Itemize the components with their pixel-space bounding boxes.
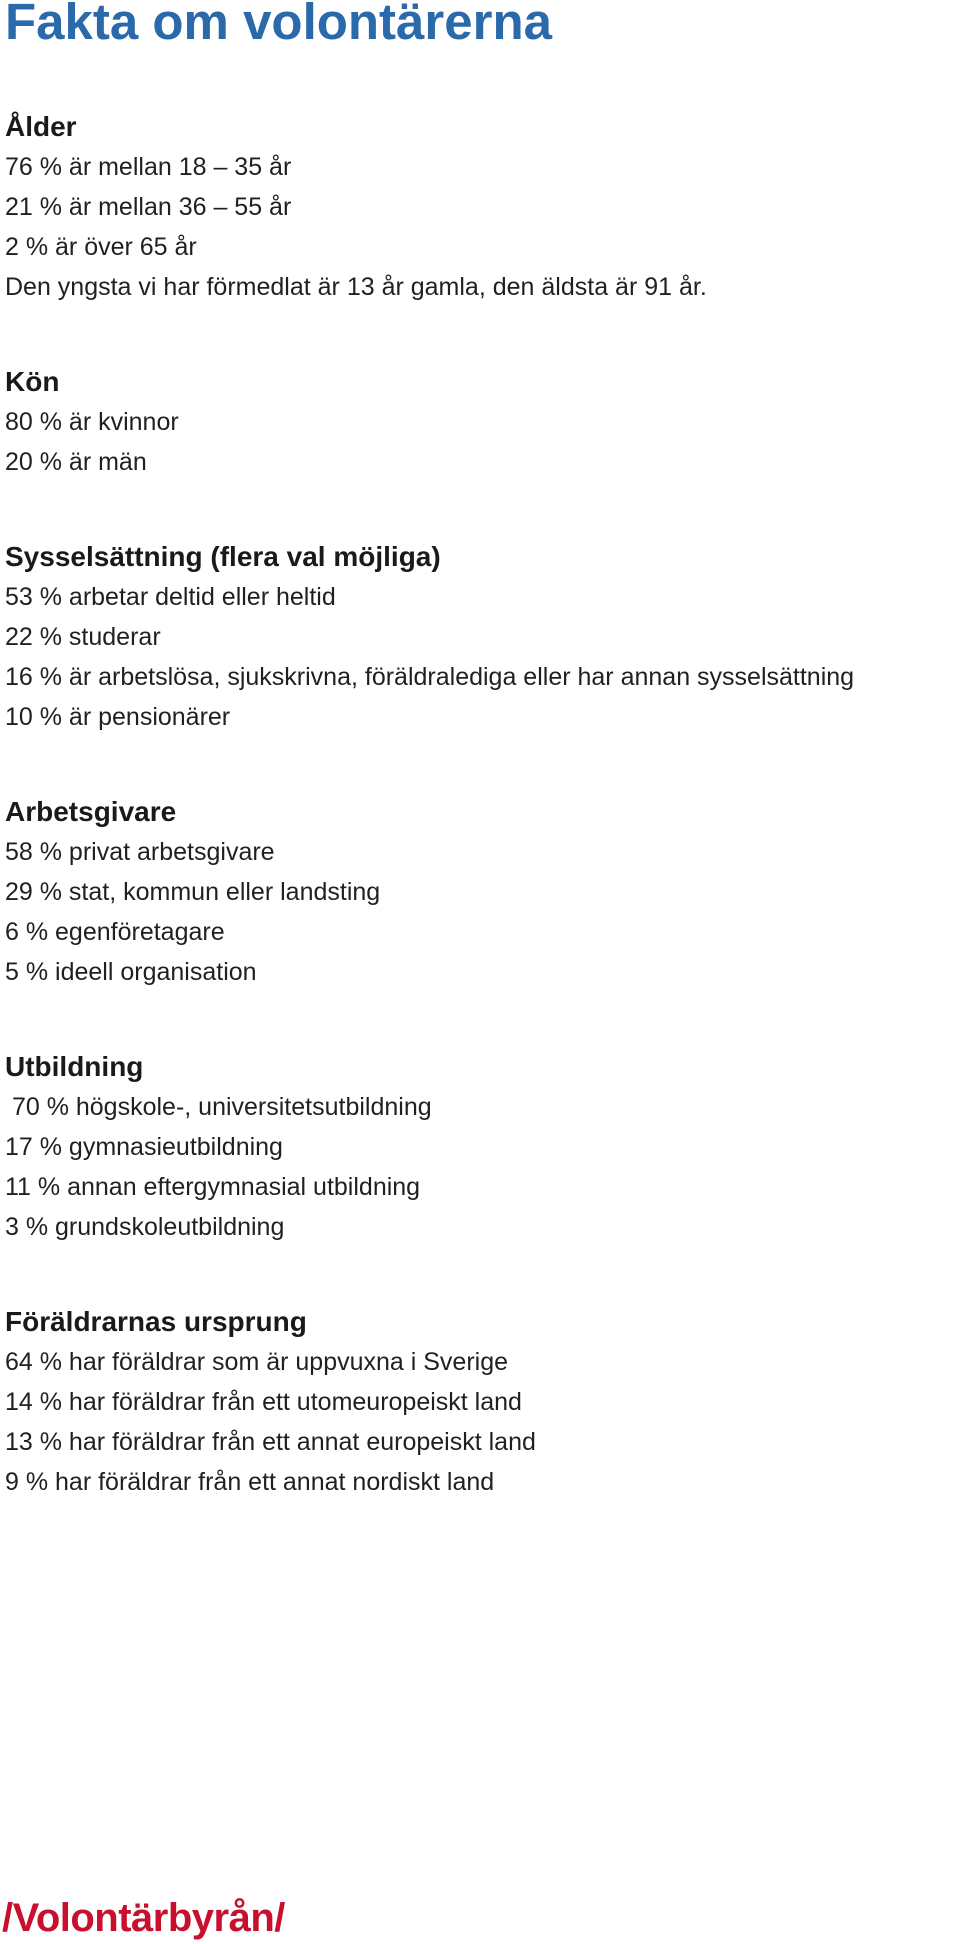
list-item: 21 % är mellan 36 – 55 år — [5, 193, 292, 221]
section-heading: Utbildning — [5, 1051, 144, 1082]
list-item: 29 % stat, kommun eller landsting — [5, 878, 381, 906]
list-item: 70 % högskole-, universitetsutbildning — [5, 1093, 432, 1121]
list-item: 76 % är mellan 18 – 35 år — [5, 153, 292, 181]
section-heading: Sysselsättning (flera val möjliga) — [5, 541, 441, 572]
section-education — [5, 1047, 955, 1247]
list-item: 2 % är över 65 år — [5, 233, 197, 261]
volontarbyran-logo: /Volontärbyrån/ — [2, 1896, 285, 1940]
list-item: 22 % studerar — [5, 623, 161, 651]
section-parents-origin — [5, 1302, 955, 1502]
list-item: 11 % annan eftergymnasial utbildning — [5, 1173, 421, 1201]
page-title: Fakta om volontärerna — [5, 0, 552, 50]
list-item: 17 % gymnasieutbildning — [5, 1133, 283, 1161]
section-employer — [5, 792, 955, 992]
list-item: 16 % är arbetslösa, sjukskrivna, föräldralediga eller har annan sysselsättning — [5, 663, 855, 691]
list-item: 80 % är kvinnor — [5, 408, 179, 436]
section-heading: Arbetsgivare — [5, 796, 177, 827]
list-item: 13 % har föräldrar från ett annat europeiskt land — [5, 1428, 536, 1456]
list-item: 53 % arbetar deltid eller heltid — [5, 583, 336, 611]
list-item: 64 % har föräldrar som är uppvuxna i Sverige — [5, 1348, 509, 1376]
section-heading: Kön — [5, 366, 60, 397]
list-item: 58 % privat arbetsgivare — [5, 838, 275, 866]
list-item: Den yngsta vi har förmedlat är 13 år gamla, den äldsta är 91 år. — [5, 273, 707, 301]
list-item: 14 % har föräldrar från ett utomeuropeiskt land — [5, 1388, 522, 1416]
section-age — [5, 107, 955, 307]
section-heading: Föräldrarnas ursprung — [5, 1306, 307, 1337]
list-item: 3 % grundskoleutbildning — [5, 1213, 285, 1241]
list-item: 10 % är pensionärer — [5, 703, 231, 731]
list-item: 20 % är män — [5, 448, 147, 476]
section-gender — [5, 362, 955, 482]
list-item: 9 % har föräldrar från ett annat nordiskt land — [5, 1468, 495, 1496]
section-occupation — [5, 537, 955, 737]
section-heading: Ålder — [5, 111, 77, 142]
list-item: 5 % ideell organisation — [5, 958, 257, 986]
list-item: 6 % egenföretagare — [5, 918, 225, 946]
